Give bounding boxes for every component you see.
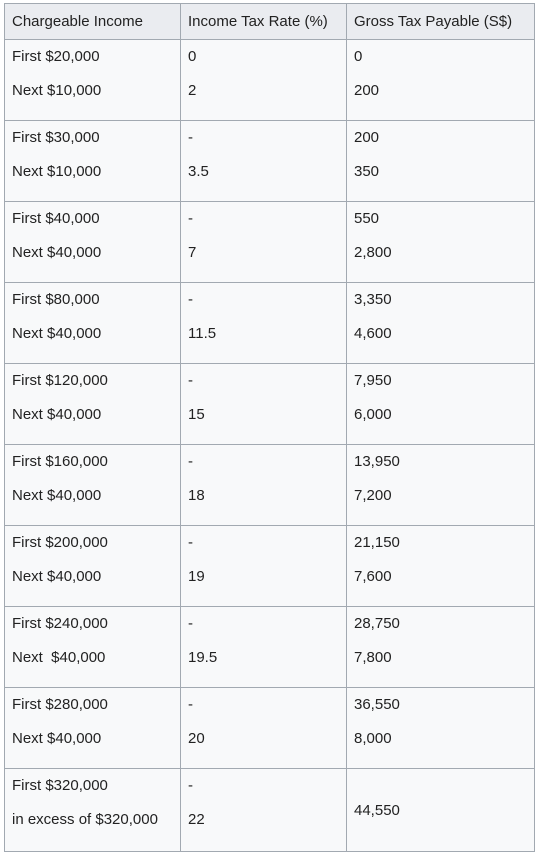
tax-table-container (4, 3, 534, 852)
tax-next: 8,000 (354, 730, 392, 747)
rate-next: 20 (188, 730, 205, 747)
rate-cell (181, 283, 347, 364)
table-row (5, 526, 535, 607)
tax-cell (347, 202, 535, 283)
rate-next: 22 (188, 811, 205, 828)
rate-next: 11.5 (188, 325, 217, 342)
tax-next: 200 (354, 82, 380, 99)
tax-cell (347, 40, 535, 121)
income-next: Next $10,000 (12, 82, 102, 99)
table-row (5, 283, 535, 364)
income-cell (5, 526, 181, 607)
header-gross-tax-payable: Gross Tax Payable (S$) (347, 4, 535, 40)
income-cell (5, 607, 181, 688)
tax-next: 2,800 (354, 244, 392, 261)
income-cell (5, 202, 181, 283)
table-row (5, 202, 535, 283)
rate-cell (181, 364, 347, 445)
rate-next: 2 (188, 82, 197, 99)
header-chargeable-income: Chargeable Income (5, 4, 181, 40)
rate-first: 0 (188, 48, 197, 65)
income-next: Next $40,000 (12, 487, 102, 504)
income-cell (5, 40, 181, 121)
rate-cell (181, 688, 347, 769)
rate-cell (181, 445, 347, 526)
tax-cell (347, 769, 535, 852)
rate-first: - (188, 615, 193, 632)
tax-first: 13,950 (354, 453, 400, 470)
income-first: First $200,000 (12, 534, 108, 551)
tax-cell (347, 364, 535, 445)
rate-cell (181, 607, 347, 688)
income-first: First $280,000 (12, 696, 108, 713)
income-first: First $320,000 (12, 777, 108, 794)
income-first: First $30,000 (12, 129, 100, 146)
income-next: Next $40,000 (12, 730, 102, 747)
table-row (5, 607, 535, 688)
tax-cell (347, 688, 535, 769)
income-first: First $240,000 (12, 615, 108, 632)
tax-first: 28,750 (354, 615, 400, 632)
rate-cell (181, 121, 347, 202)
tax-first: 7,950 (354, 372, 392, 389)
tax-next: 7,800 (354, 649, 392, 666)
rate-next: 7 (188, 244, 197, 261)
table-row (5, 121, 535, 202)
table-row (5, 688, 535, 769)
tax-next: 6,000 (354, 406, 392, 423)
income-next: Next $10,000 (12, 163, 102, 180)
rate-first: - (188, 534, 193, 551)
header-income-tax-rate: Income Tax Rate (%) (181, 4, 347, 40)
tax-cell (347, 526, 535, 607)
table-row (5, 445, 535, 526)
tax-first: 0 (354, 48, 363, 65)
rate-cell (181, 769, 347, 852)
rate-first: - (188, 777, 193, 794)
rate-cell (181, 40, 347, 121)
table-header-row (5, 4, 535, 40)
income-first: First $120,000 (12, 372, 108, 389)
table-row (5, 769, 535, 852)
tax-next: 350 (354, 163, 380, 180)
rate-first: - (188, 291, 193, 308)
income-tax-table (4, 3, 535, 852)
income-first: First $160,000 (12, 453, 108, 470)
income-excess: in excess of $320,000 (12, 811, 158, 828)
tax-first: 550 (354, 210, 380, 227)
income-first: First $80,000 (12, 291, 100, 308)
rate-first: - (188, 696, 193, 713)
income-cell (5, 769, 181, 852)
tax-next: 7,600 (354, 568, 392, 585)
rate-first: - (188, 453, 193, 470)
rate-cell (181, 526, 347, 607)
income-cell (5, 121, 181, 202)
tax-first: 200 (354, 129, 380, 146)
rate-next: 19.5 (188, 649, 218, 666)
rate-first: - (188, 372, 193, 389)
income-next: Next $40,000 (12, 325, 102, 342)
tax-cell (347, 283, 535, 364)
tax-next: 7,200 (354, 487, 392, 504)
tax-total: 44,550 (354, 801, 400, 819)
tax-cell (347, 121, 535, 202)
income-cell (5, 364, 181, 445)
tax-cell (347, 445, 535, 526)
rate-next: 18 (188, 487, 205, 504)
tax-next: 4,600 (354, 325, 392, 342)
table-row (5, 364, 535, 445)
income-next: Next $40,000 (12, 568, 102, 585)
tax-first: 36,550 (354, 696, 400, 713)
tax-first: 3,350 (354, 291, 392, 308)
income-first: First $40,000 (12, 210, 100, 227)
income-cell (5, 283, 181, 364)
income-first: First $20,000 (12, 48, 100, 65)
rate-next: 15 (188, 406, 205, 423)
income-cell (5, 445, 181, 526)
income-cell (5, 688, 181, 769)
table-row (5, 40, 535, 121)
tax-first: 21,150 (354, 534, 400, 551)
tax-cell (347, 607, 535, 688)
rate-next: 19 (188, 568, 205, 585)
income-next: Next $40,000 (12, 649, 106, 666)
income-next: Next $40,000 (12, 244, 102, 261)
rate-first: - (188, 210, 193, 227)
income-next: Next $40,000 (12, 406, 102, 423)
rate-cell (181, 202, 347, 283)
rate-next: 3.5 (188, 163, 209, 180)
rate-first: - (188, 129, 193, 146)
